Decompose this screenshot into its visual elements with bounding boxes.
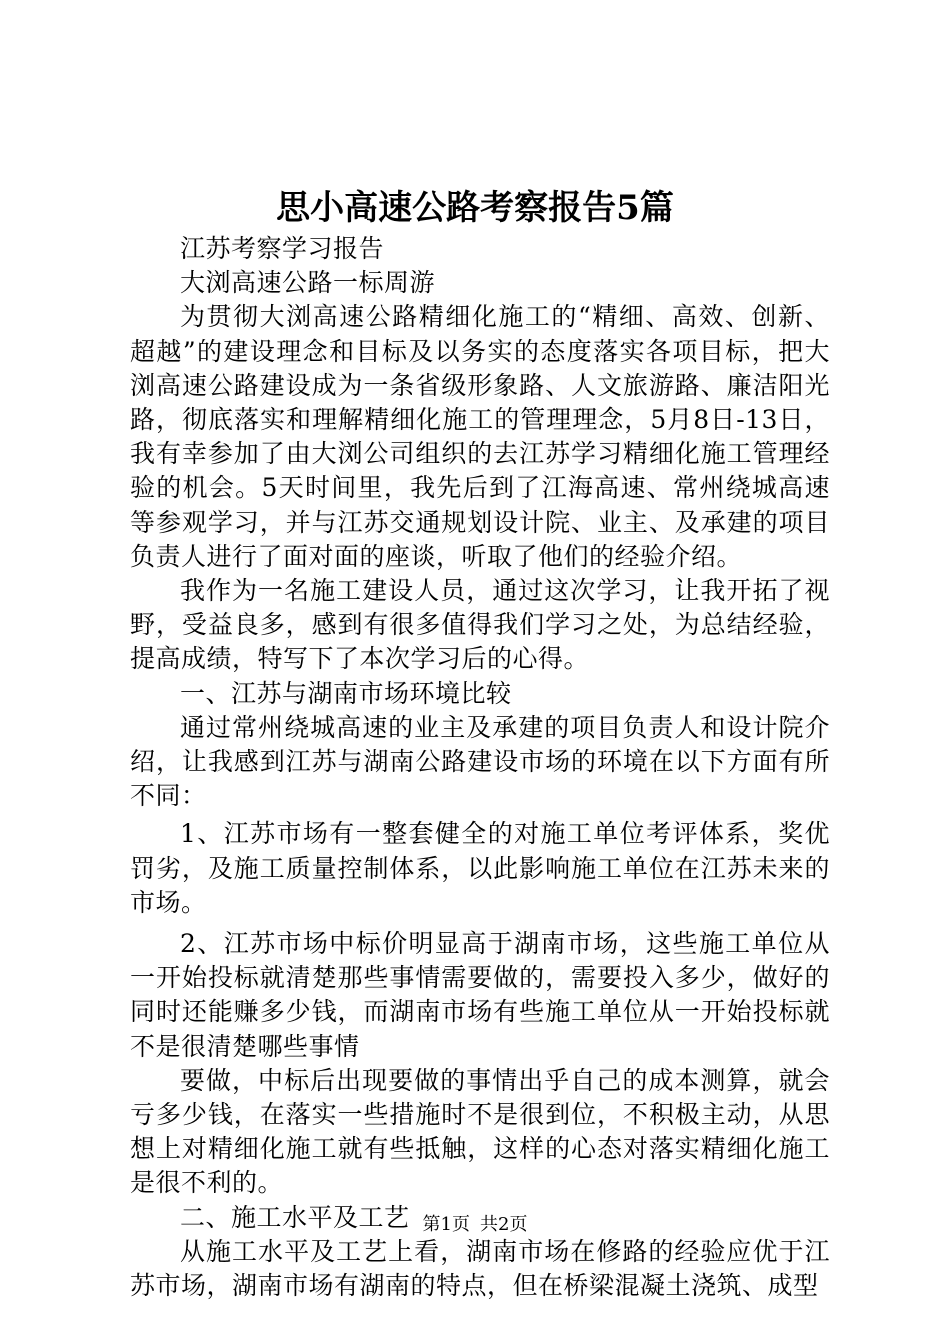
paragraph-market-intro: 通过常州绕城高速的业主及承建的项目负责人和设计院介绍，让我感到江苏与湖南公路建设市场的环境在以下方面有所不同： [130, 712, 830, 811]
paragraph-construction: 从施工水平及工艺上看，湖南市场在修路的经验应优于江苏市场，湖南市场有湖南的特点，但在桥梁混凝土浇筑、成型 [130, 1236, 830, 1301]
paragraph-point-2-continued: 要做，中标后出现要做的事情出乎自己的成本测算，就会亏多少钱，在落实一些措施时不是很到位，不积极主动，从思想上对精细化施工就有些抵触，这样的心态对落实精细化施工是很不利的。 [130, 1065, 830, 1198]
paragraph-heading-report: 江苏考察学习报告 [180, 234, 385, 263]
paragraph-point-1: 1、江苏市场有一整套健全的对施工单位考评体系，奖优罚劣，及施工质量控制体系，以此影响施工单位在江苏未来的市场。 [130, 819, 830, 917]
paragraph-reflection: 我作为一名施工建设人员，通过这次学习，让我开拓了视野，受益良多，感到有很多值得我们学习之处，为总结经验，提高成绩，特写下了本次学习后的心得。 [130, 576, 830, 674]
section-heading-construction: 二、施工水平及工艺 [180, 1202, 410, 1232]
page-number: 第1页 [422, 1214, 470, 1235]
paragraph-author-line: 大浏高速公路一标周游 [180, 268, 436, 298]
section-heading-market: 一、江苏与湖南市场环境比较 [180, 678, 512, 708]
document-body [130, 232, 830, 1303]
paragraph-intro: 为贯彻大浏高速公路精细化施工的“精细、高效、创新、超越”的建设理念和目标及以务实的态度落实各项目标，把大浏高速公路建设成为一条省级形象路、人文旅游路、廉洁阳光路，彻底落实和理解精细化施工的管理理念，5月8日-13日，我有幸参加了由大浏公司组织的去江苏学习精细化施工管理经验的机会。5天时间里，我先后到了江海高速、常州绕城高速等参观学习，并与江苏交通规划设计院、业主、及承建的项目负责人进行了面对面的座谈，听取了他们的经验介绍。 [130, 302, 830, 571]
document-title: 思小高速公路考察报告5篇 [276, 188, 674, 228]
page-footer [0, 1213, 950, 1237]
page-total: 共2页 [480, 1214, 528, 1235]
paragraph-point-2: 2、江苏市场中标价明显高于湖南市场，这些施工单位从一开始投标就清楚那些事情需要做的，需要投入多少，做好的同时还能赚多少钱，而湖南市场有些施工单位从一开始投标就不是很清楚哪些事情 [130, 929, 830, 1061]
